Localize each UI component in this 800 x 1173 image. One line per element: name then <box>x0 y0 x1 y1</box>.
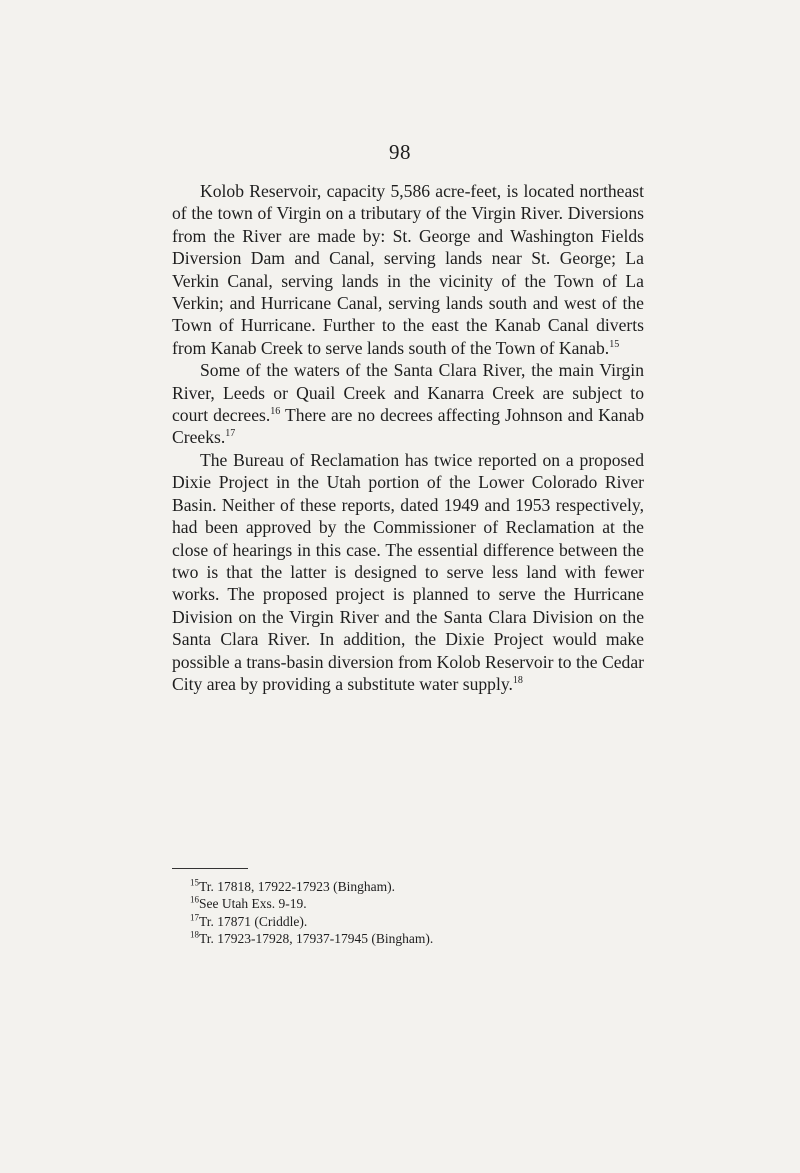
footnote-number: 15 <box>190 877 199 888</box>
paragraph-1 <box>172 180 644 359</box>
paragraph-text: Some of the waters of the Santa Clara River, the main Virgin River, Leeds or Quail Creek and Kanarra Creek are subject to court decrees. <box>172 360 644 426</box>
footnote-ref: 16 <box>270 406 281 418</box>
page-number: 98 <box>389 140 411 164</box>
footnote-number: 17 <box>190 912 199 923</box>
footnote <box>190 913 640 930</box>
footnote <box>190 895 640 912</box>
body-text <box>172 180 644 695</box>
footnote <box>190 878 640 895</box>
footnote-text: Tr. 17923-17928, 17937-17945 (Bingham). <box>199 931 434 947</box>
footnote-text: Tr. 17871 (Criddle). <box>199 913 308 929</box>
footnote-ref: 17 <box>225 428 236 440</box>
footnote <box>190 930 640 947</box>
footnote-ref: 15 <box>609 338 620 350</box>
paragraph-3 <box>172 449 644 695</box>
footnote-number: 16 <box>190 894 199 905</box>
paragraph-text: Kolob Reservoir, capacity 5,586 acre-feet, is located northeast of the town of Virgin on a tributary of the Virgin River. Diversions from the River are made by: St. George and Washington Fields Diversion Dam and Canal, serving lands near St. George; La Verkin Canal, serving lands in the vicinity of the Town of La Verkin; and Hurricane Canal, serving lands south and west of the Town of Hurricane. Further to the east the Kanab Canal diverts from Kanab Creek to serve lands south of the Town of Kanab. <box>172 181 644 358</box>
footnote-number: 18 <box>190 929 199 940</box>
paragraph-2 <box>172 359 644 449</box>
footnote-text: See Utah Exs. 9-19. <box>199 896 307 912</box>
paragraph-text: There are no decrees affecting Johnson and Kanab Creeks. <box>172 405 644 448</box>
footnote-divider <box>172 868 248 869</box>
footnote-ref: 18 <box>512 675 523 687</box>
footnote-text: Tr. 17818, 17922-17923 (Bingham). <box>199 879 396 894</box>
paragraph-text: The Bureau of Reclamation has twice reported on a proposed Dixie Project in the Utah portion of the Lower Colorado River Basin. Neither of these reports, dated 1949 and 1953 respectively, had been approved by the Commissioner of Reclamation at the close of hearings in this case. The essential difference between the two is that the latter is designed to serve less land with fewer works. The proposed project is planned to serve the Hurricane Division on the Virgin River and the Santa Clara Division on the Santa Clara River. In addition, the Dixie Project would make possible a trans-basin diversion from Kolob Reservoir to the Cedar City area by providing a substitute water supply. <box>172 449 644 694</box>
footnotes <box>190 878 640 948</box>
